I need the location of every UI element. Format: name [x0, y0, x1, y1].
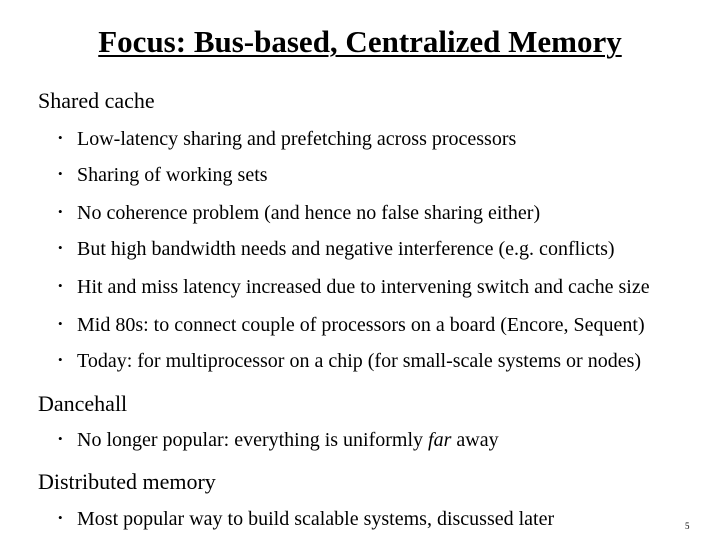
- bullet-text: Sharing of working sets: [77, 164, 268, 186]
- bullet-item: [58, 276, 650, 299]
- bullet-item: [58, 350, 641, 373]
- bullet-item: [58, 238, 615, 261]
- bullet-dot: •: [58, 166, 63, 181]
- bullet-dot: •: [58, 240, 63, 255]
- bullet-text: Hit and miss latency increased due to intervening switch and cache size: [77, 276, 650, 298]
- bullet-dot: •: [58, 352, 63, 367]
- bullet-dot: •: [58, 316, 63, 331]
- bullet-dot: •: [58, 278, 63, 293]
- bullet-emphasis: far: [428, 429, 452, 451]
- bullet-text: Mid 80s: to connect couple of processors on a board (Encore, Sequent): [77, 314, 645, 336]
- bullet-item: [58, 128, 516, 151]
- bullet-text: No longer popular: everything is uniformly: [77, 429, 429, 451]
- bullet-item: [58, 508, 554, 531]
- bullet-item: [58, 314, 645, 337]
- bullet-dot: •: [58, 510, 63, 525]
- section-heading-distributed-memory: Distributed memory: [38, 469, 216, 494]
- bullet-text: Low-latency sharing and prefetching across processors: [77, 128, 517, 150]
- bullet-text: No coherence problem (and hence no false sharing either): [77, 202, 541, 224]
- bullet-text-tail: away: [451, 429, 499, 451]
- bullet-item: [58, 429, 499, 452]
- page-number: 5: [685, 521, 690, 531]
- bullet-dot: •: [58, 204, 63, 219]
- bullet-item: [58, 164, 268, 187]
- bullet-text: Today: for multiprocessor on a chip (for small-scale systems or nodes): [77, 350, 642, 372]
- section-heading-dancehall: Dancehall: [38, 391, 128, 416]
- slide-title-text: Focus: Bus-based, Centralized Memory: [98, 24, 622, 59]
- bullet-dot: •: [58, 130, 63, 145]
- bullet-text: But high bandwidth needs and negative interference (e.g. conflicts): [77, 238, 615, 260]
- bullet-text: Most popular way to build scalable systems, discussed later: [77, 508, 555, 530]
- bullet-item: [58, 202, 540, 225]
- bullet-dot: •: [58, 431, 63, 446]
- slide-title: [0, 24, 720, 60]
- section-heading-shared-cache: Shared cache: [38, 88, 155, 113]
